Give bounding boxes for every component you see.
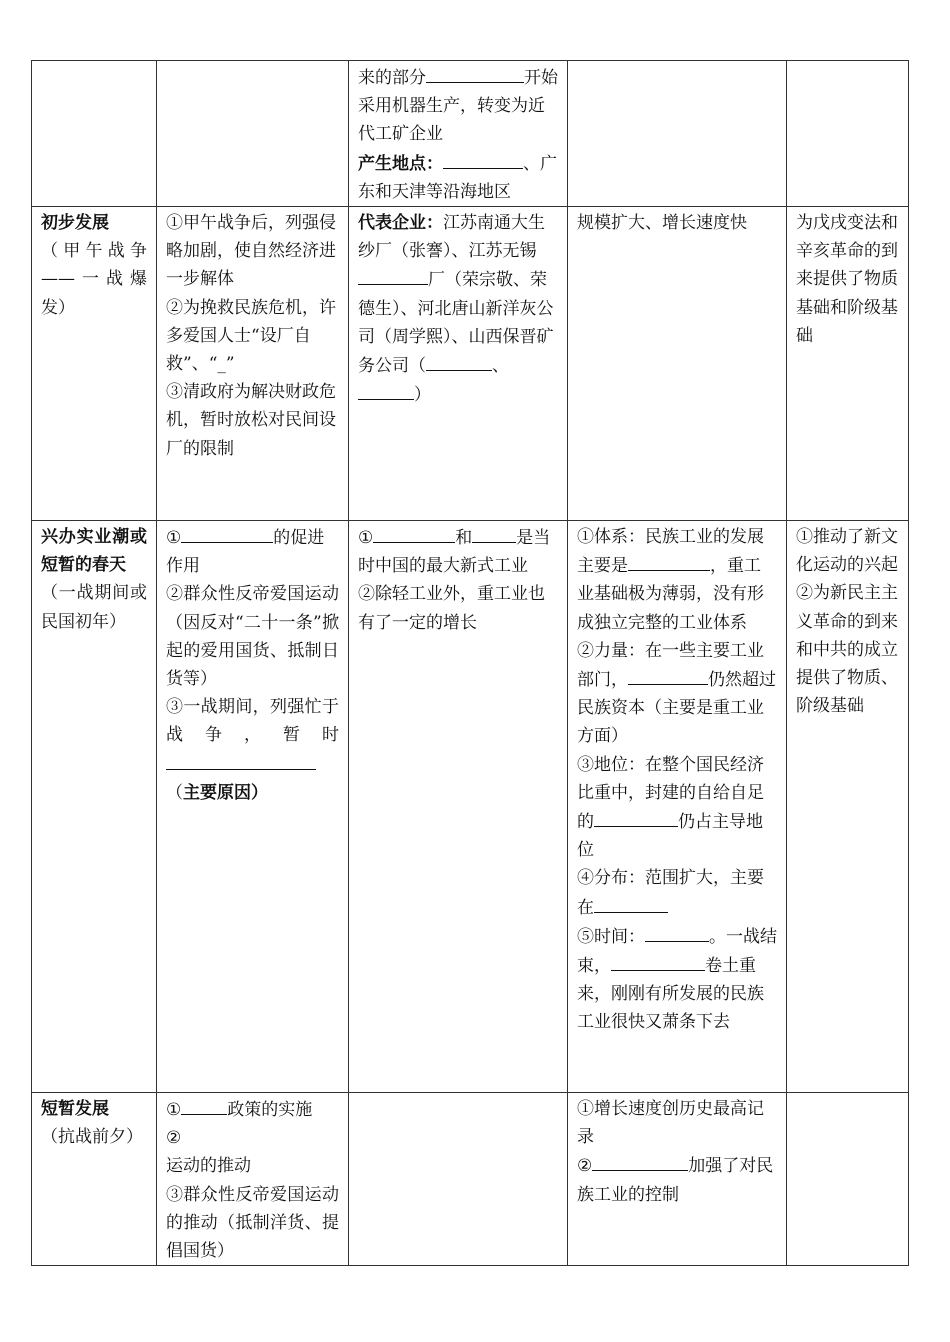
fill-blank[interactable] xyxy=(628,551,710,571)
stage-cell xyxy=(32,207,157,521)
fill-blank[interactable] xyxy=(373,523,455,543)
fill-blank[interactable] xyxy=(426,351,492,371)
fill-blank[interactable] xyxy=(166,750,316,770)
stage-title: 兴办实业潮或短暂的春天 xyxy=(41,527,147,576)
fill-blank[interactable] xyxy=(181,1095,227,1115)
companies-cell xyxy=(349,1093,568,1266)
causes-cell: ① 的促进作用 ②群众性反帝爱国运动（因反对“二十一条”掀起的爱用国货、抵制日货等） ③一战期间，列强忙于战争，暂时（主要原因） xyxy=(157,521,349,1093)
features-cell: ①增长速度创历史最高记录 ② 加强了对民族工业的控制 xyxy=(568,1093,787,1266)
fill-blank[interactable] xyxy=(358,265,428,285)
fill-blank[interactable] xyxy=(472,523,516,543)
features-cell: ①体系：民族工业的发展主要是 ，重工业基础极为薄弱，没有形成独立完整的工业体系 ②力量：在一些主要工业部门， 仍然超过民族资本（主要是重工业方面） ③地位：在整个国民经济比重中，封建的自给自足的 仍占主导地位 ④分布：范围扩大，主要在 ⑤时间： 。一战结束， 卷土重来，刚刚有所发展的民族工业很快又萧条下去 xyxy=(568,521,787,1093)
fill-blank[interactable] xyxy=(628,665,708,685)
table-row xyxy=(32,207,909,521)
fill-blank[interactable] xyxy=(181,523,273,543)
fill-blank[interactable] xyxy=(358,380,414,400)
features-cell xyxy=(568,61,787,207)
stage-cell xyxy=(32,1093,157,1266)
fill-blank[interactable] xyxy=(594,893,668,913)
stage-cell xyxy=(32,61,157,207)
table-row xyxy=(32,61,909,207)
industry-development-table xyxy=(31,60,909,1266)
fill-blank[interactable] xyxy=(594,807,678,827)
companies-cell: 来的部分 开始采用机器生产，转变为近代工矿企业 产生地点： 、广东和天津等沿海地区 xyxy=(349,61,568,207)
causes-cell: ① 政策的实施 ② 运动的推动 ③群众性反帝爱国运动的推动（抵制洋货、提倡国货） xyxy=(157,1093,349,1266)
effects-cell xyxy=(787,1093,909,1266)
stage-period: （抗战前夕） xyxy=(41,1127,143,1148)
effects-cell: 为戊戌变法和辛亥革命的到来提供了物质基础和阶级基础 xyxy=(787,207,909,521)
stage-period: （一战期间或民国初年） xyxy=(41,583,147,632)
fill-blank[interactable] xyxy=(645,922,709,942)
table-row xyxy=(32,521,909,1093)
effects-cell xyxy=(787,61,909,207)
features-cell: 规模扩大、增长速度快 xyxy=(568,207,787,521)
stage-cell xyxy=(32,521,157,1093)
causes-cell: ①甲午战争后，列强侵略加剧，使自然经济进一步解体 ②为挽救民族危机，许多爱国人士“设厂自救”、“_” ③清政府为解决财政危机，暂时放松对民间设厂的限制 xyxy=(157,207,349,521)
fill-blank[interactable] xyxy=(611,951,705,971)
fill-blank[interactable] xyxy=(426,63,524,83)
table-row xyxy=(32,1093,909,1266)
fill-blank[interactable] xyxy=(443,149,523,169)
stage-title: 初步发展 xyxy=(41,213,109,234)
fill-blank[interactable] xyxy=(592,1151,688,1171)
stage-title: 短暂发展 xyxy=(41,1099,109,1120)
stage-period: （甲午战争——一战爆发） xyxy=(41,241,147,318)
causes-cell xyxy=(157,61,349,207)
companies-cell: 代表企业：江苏南通大生纱厂（张謇）、江苏无锡厂（荣宗敬、荣德生）、河北唐山新洋灰公司（周学熙）、山西保晋矿务公司（ 、） xyxy=(349,207,568,521)
companies-cell: ① 和 是当时中国的最大新式工业 ②除轻工业外，重工业也有了一定的增长 xyxy=(349,521,568,1093)
effects-cell: ①推动了新文化运动的兴起 ②为新民主主义革命的到来和中共的成立提供了物质、阶级基础 xyxy=(787,521,909,1093)
